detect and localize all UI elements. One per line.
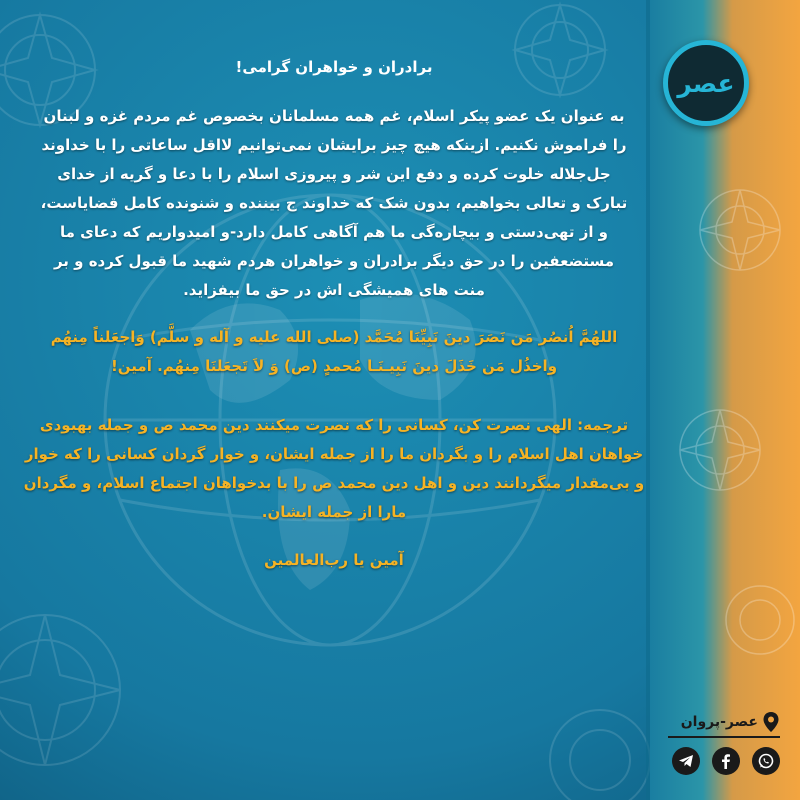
handle-underline [668,736,780,738]
telegram-icon[interactable] [672,747,700,775]
social-icons [672,746,780,776]
amen-line: آمین یا رب‌العالمین [264,551,404,569]
brand-logo [663,40,749,126]
location-pin-icon [762,711,780,733]
arabic-prayer: اللهُمَّ اُنصُر مَن نَصَرَ دینَ نَبِیِّنَا مُحَمَّد (صلی الله علیه و آله و سلَّم) وَاجعَلناً مِنهُم واخذُل مَن خَذَلَ دینَ نَبِیـنَـا مُحمدٍ (ص) وَ لاَ تَجعَلنَا مِنهُم. آمین! [50,328,618,375]
post-content [20,58,648,569]
brand-handle-row [668,710,780,734]
logo-text: عصر [677,68,735,98]
greeting-heading: برادران و خواهران گرامی! [235,58,433,76]
facebook-icon[interactable] [712,747,740,775]
message-body: به عنوان یک عضو پیکر اسلام، غم همه مسلمانان بخصوص غم مردم غزه و لبنان را فراموش نکنیم. ازینکه هیچ چیز برایشان نمی‌توانیم لااقل ساعاتی را با خداوند جل‌جلاله خلوت کرده و دفع این شر و پیروزی اسلام را با دعا و گریه از خدای تبارک و تعالی بخواهیم، بدون شک که خداوند ج بیننده و شنونده کامل قضایاست، و از تهی‌دستی و بیچاره‌گی ما هم آگاهی کامل دارد-و امیدواریم که دعای ما مستضعفین را در حق دیگر برادران و خواهران هردم شهید ما قبول کرده و بر منت های همیشگی اش در حق ما بیفزاید. [40,107,628,299]
brand-handle: عصر-پروان [680,714,758,730]
prayer-translation: ترجمه: الهی نصرت کن، کسانی را که نصرت میکنند دین محمد ص و جمله بهبودی خواهان اهل اسلام را و بگردان ما را از جمله ایشان، و خوار گردان کسانی را که خوار و بی‌مقدار میگردانند دین و اهل دین محمد ص را با بدخواهان اجتماع اسلام، و مگردان مارا از جمله ایشان. [23,416,645,521]
whatsapp-icon[interactable] [752,747,780,775]
